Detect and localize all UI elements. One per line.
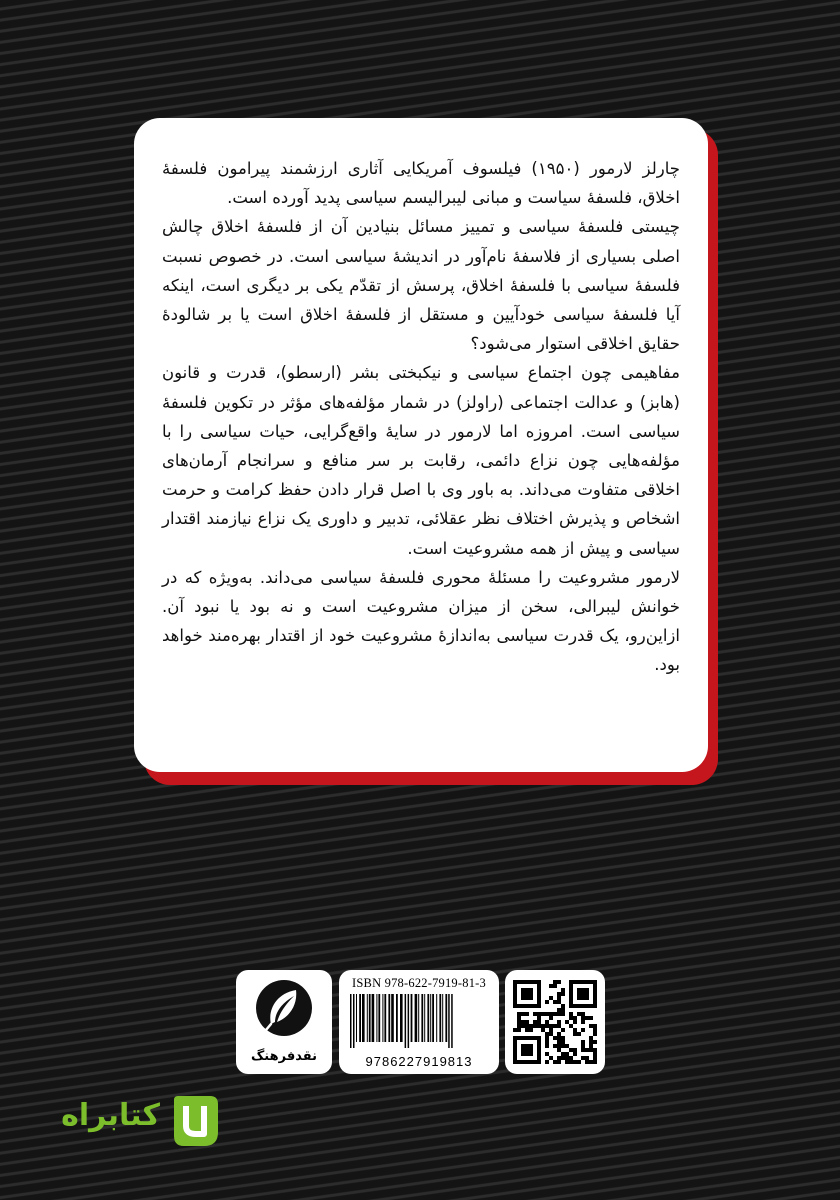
qr-module xyxy=(529,992,533,996)
isbn-label: ISBN 978-622-7919-81-3 xyxy=(352,976,486,990)
qr-module xyxy=(557,1044,561,1048)
barcode-bar xyxy=(362,994,365,1042)
qr-module xyxy=(525,1028,529,1032)
barcode-image xyxy=(348,994,490,1048)
qr-module xyxy=(545,1052,549,1056)
blurb-paragraph-1: چارلز لارمور (۱۹۵۰) فیلسوف آمریکایی آثاری ارزشمند پیرامون فلسفهٔ اخلاق، فلسفهٔ سیاست و مبانی لیبرالیسم سیاسی پدید آورده است. xyxy=(162,159,680,208)
qr-module xyxy=(573,1020,577,1024)
qr-module xyxy=(537,1016,541,1020)
qr-module xyxy=(537,1052,541,1056)
qr-module xyxy=(529,1036,533,1040)
qr-module xyxy=(537,1020,541,1024)
qr-module xyxy=(577,988,581,992)
qr-module xyxy=(549,1032,553,1036)
feather-quill-icon xyxy=(244,978,324,1040)
qr-module xyxy=(593,1004,597,1008)
qr-module xyxy=(513,1028,517,1032)
qr-module xyxy=(529,1048,533,1052)
qr-module xyxy=(521,1020,525,1024)
qr-module xyxy=(557,1060,561,1064)
qr-module xyxy=(561,992,565,996)
qr-module xyxy=(569,984,573,988)
qr-module xyxy=(577,980,581,984)
qr-module xyxy=(573,1004,577,1008)
qr-module xyxy=(533,1024,537,1028)
qr-module xyxy=(541,1024,545,1028)
barcode-bar xyxy=(432,994,434,1042)
qr-module xyxy=(521,1048,525,1052)
qr-module xyxy=(545,1032,549,1036)
qr-module xyxy=(521,1024,525,1028)
qr-module xyxy=(545,1044,549,1048)
barcode-bar xyxy=(418,994,419,1042)
barcode-bar xyxy=(376,994,377,1042)
qr-module xyxy=(577,992,581,996)
qr-module xyxy=(521,988,525,992)
qr-module xyxy=(589,1040,593,1044)
qr-module xyxy=(513,1056,517,1060)
barcode-bar xyxy=(372,994,375,1042)
qr-module xyxy=(557,1020,561,1024)
blurb-paragraph-3: مفاهیمی چون اجتماع سیاسی و نیکبختی بشر (ارسطو)، قدرت و قانون (هابز) و عدالت اجتماعی (راولز) در شمار مؤلفه‌های مؤثر در تکوین فلسفهٔ سیاسی است. امروزه اما لارمور در سایهٔ واقع‌گرایی، حیات سیاسی را با مؤلفه‌هایی چون نزاع دائمی، رقابت بر سر منافع و سرانجام آرمان‌های اخلاقی متفاوت می‌داند. به باور وی با اصل قرار دادن حفظ کرامت و حرمت اشخاص و پذیرش اختلاف نظر عقلائی، تدبیر و داوری یک نزاع نیازمند اقتدار سیاسی و پیش از همه مشروعیت است. xyxy=(162,363,680,558)
qr-module xyxy=(513,996,517,1000)
qr-module xyxy=(517,1012,521,1016)
qr-module xyxy=(561,1028,565,1032)
qr-module xyxy=(577,1004,581,1008)
qr-module xyxy=(573,1060,577,1064)
qr-module xyxy=(553,1024,557,1028)
blurb-paragraph-2: چیستی فلسفهٔ سیاسی و تمییز مسائل بنیادین آن از فلسفهٔ اخلاق چالش اصلی بسیاری از فلاسفهٔ نام‌آور در اندیشهٔ سیاسی است. در خصوص نسبت فلسفهٔ سیاسی با فلسفهٔ اخلاق، پرسش از تقدّم یکی بر دیگری است، اینکه آیا فلسفهٔ سیاسی خودآیین و مستقل از فلسفهٔ اخلاق است یا بر شالودهٔ حقایق اخلاقی استوار می‌شود؟ xyxy=(162,217,680,354)
qr-module xyxy=(561,1052,565,1056)
qr-module xyxy=(533,980,537,984)
qr-module xyxy=(533,1060,537,1064)
qr-module xyxy=(537,980,541,984)
qr-module xyxy=(513,984,517,988)
qr-module xyxy=(537,996,541,1000)
qr-module xyxy=(593,1048,597,1052)
qr-module xyxy=(581,1028,585,1032)
qr-module xyxy=(549,1028,553,1032)
qr-module xyxy=(557,992,561,996)
qr-module xyxy=(573,980,577,984)
qr-module xyxy=(545,1012,549,1016)
qr-module xyxy=(541,1028,545,1032)
qr-module xyxy=(577,1032,581,1036)
qr-module xyxy=(565,1044,569,1048)
barcode-bar xyxy=(405,994,407,1048)
qr-module xyxy=(517,1028,521,1032)
qr-module xyxy=(553,1044,557,1048)
barcode-bar xyxy=(448,994,450,1048)
qr-module xyxy=(537,992,541,996)
qr-module xyxy=(529,1004,533,1008)
barcode-bar xyxy=(367,994,368,1042)
qr-module xyxy=(557,1056,561,1060)
qr-module xyxy=(545,1000,549,1004)
qr-module xyxy=(521,1060,525,1064)
qr-module xyxy=(529,1024,533,1028)
store-watermark-logo xyxy=(32,1088,222,1158)
qr-module xyxy=(525,980,529,984)
qr-module xyxy=(589,980,593,984)
qr-module xyxy=(561,1044,565,1048)
qr-module xyxy=(521,1052,525,1056)
qr-module xyxy=(517,1024,521,1028)
qr-module xyxy=(561,1040,565,1044)
qr-module xyxy=(585,1016,589,1020)
qr-module xyxy=(593,996,597,1000)
qr-module xyxy=(529,1052,533,1056)
qr-module xyxy=(517,980,521,984)
publisher-name: نقدفرهنگ xyxy=(251,1049,317,1064)
qr-module xyxy=(545,1024,549,1028)
barcode-bar xyxy=(427,994,429,1042)
barcode-bar xyxy=(439,994,441,1042)
qr-module xyxy=(537,1044,541,1048)
barcode-bar xyxy=(445,994,447,1042)
qr-module xyxy=(525,1020,529,1024)
qr-module xyxy=(517,1020,521,1024)
qr-module xyxy=(549,984,553,988)
qr-module xyxy=(525,988,529,992)
qr-module xyxy=(585,980,589,984)
qr-module xyxy=(581,1016,585,1020)
qr-module xyxy=(577,996,581,1000)
qr-module xyxy=(561,988,565,992)
qr-module xyxy=(553,1060,557,1064)
qr-module xyxy=(581,1004,585,1008)
qr-module xyxy=(585,1060,589,1064)
qr-module xyxy=(593,992,597,996)
qr-module xyxy=(529,1044,533,1048)
qr-module xyxy=(521,1004,525,1008)
qr-module xyxy=(561,1036,565,1040)
barcode-bar xyxy=(442,994,443,1042)
qr-module xyxy=(581,1056,585,1060)
qr-module xyxy=(553,1012,557,1016)
qr-module xyxy=(549,996,553,1000)
qr-module xyxy=(533,1004,537,1008)
barcode-bar xyxy=(359,994,361,1042)
qr-module xyxy=(557,980,561,984)
qr-module xyxy=(529,1060,533,1064)
qr-module xyxy=(517,1060,521,1064)
qr-module xyxy=(525,1052,529,1056)
qr-module xyxy=(593,1000,597,1004)
qr-module xyxy=(513,992,517,996)
qr-module xyxy=(565,1020,569,1024)
qr-module xyxy=(525,1012,529,1016)
qr-module xyxy=(529,980,533,984)
qr-module xyxy=(525,1060,529,1064)
qr-module xyxy=(513,988,517,992)
qr-module xyxy=(537,1004,541,1008)
qr-module xyxy=(581,1044,585,1048)
qr-module xyxy=(561,1004,565,1008)
qr-module xyxy=(569,992,573,996)
qr-module xyxy=(521,980,525,984)
qr-module xyxy=(565,1056,569,1060)
qr-module xyxy=(561,1008,565,1012)
qr-module xyxy=(557,1024,561,1028)
qr-module xyxy=(537,1012,541,1016)
qr-code-icon xyxy=(513,980,597,1064)
qr-module xyxy=(593,980,597,984)
barcode-bar xyxy=(424,994,425,1042)
qr-module xyxy=(581,980,585,984)
qr-module xyxy=(517,1016,521,1020)
qr-module xyxy=(581,996,585,1000)
barcode-number: 9786227919813 xyxy=(365,1054,473,1069)
barcode-bar xyxy=(350,994,352,1048)
qr-module xyxy=(577,1012,581,1016)
qr-module xyxy=(537,1000,541,1004)
qr-module xyxy=(513,980,517,984)
qr-module xyxy=(513,1004,517,1008)
barcode-bar xyxy=(378,994,380,1042)
qr-module xyxy=(537,1040,541,1044)
qr-module xyxy=(533,1020,537,1024)
qr-module xyxy=(585,1056,589,1060)
barcode-bar xyxy=(421,994,423,1042)
barcode-bar xyxy=(396,994,398,1042)
qr-module xyxy=(585,1048,589,1052)
qr-module xyxy=(549,1016,553,1020)
qr-module xyxy=(569,1016,573,1020)
qr-module xyxy=(513,1036,517,1040)
qr-module xyxy=(569,1000,573,1004)
blurb-paragraph-4: لارمور مشروعیت را مسئلهٔ محوری فلسفهٔ سیاسی می‌داند. به‌ویژه که در خوانش لیبرالی، سخن از میزان مشروعیت است و نه بود یا نبود آن. ازاین‌رو، یک قدرت سیاسی به‌اندازهٔ مشروعیت خود از اقتدار بهره‌مند خواهد بود. xyxy=(162,567,680,675)
qr-module xyxy=(521,1012,525,1016)
qr-module xyxy=(537,988,541,992)
qr-module xyxy=(529,996,533,1000)
qr-module xyxy=(593,1040,597,1044)
qr-module xyxy=(589,1036,593,1040)
qr-module xyxy=(581,1040,585,1044)
qr-module xyxy=(537,984,541,988)
qr-module xyxy=(569,1004,573,1008)
barcode-bar xyxy=(369,994,371,1042)
barcode-bar xyxy=(353,994,355,1048)
qr-module xyxy=(553,1036,557,1040)
qr-module xyxy=(569,1056,573,1060)
barcode-bar xyxy=(408,994,410,1048)
qr-module xyxy=(521,996,525,1000)
qr-module xyxy=(593,1060,597,1064)
qr-module xyxy=(537,1048,541,1052)
qr-module xyxy=(585,996,589,1000)
qr-module xyxy=(521,1036,525,1040)
qr-module xyxy=(581,1048,585,1052)
qr-module xyxy=(513,1044,517,1048)
qr-module xyxy=(529,1028,533,1032)
qr-module xyxy=(533,1036,537,1040)
barcode-bar xyxy=(451,994,453,1048)
qr-module xyxy=(593,1032,597,1036)
qr-module xyxy=(581,988,585,992)
qr-module xyxy=(557,1012,561,1016)
qr-module xyxy=(553,980,557,984)
qr-module xyxy=(513,1000,517,1004)
qr-module xyxy=(589,1016,593,1020)
qr-module xyxy=(593,1052,597,1056)
barcode-bar xyxy=(411,994,413,1042)
qr-module xyxy=(537,1024,541,1028)
qr-module xyxy=(517,1004,521,1008)
qr-module xyxy=(569,996,573,1000)
qr-module xyxy=(573,1052,577,1056)
qr-module xyxy=(549,1012,553,1016)
qr-module xyxy=(525,1024,529,1028)
qr-module xyxy=(569,1024,573,1028)
qr-code-panel xyxy=(505,970,605,1074)
qr-module xyxy=(557,1048,561,1052)
qr-module xyxy=(553,1000,557,1004)
barcode-bar xyxy=(384,994,386,1042)
qr-module xyxy=(517,1036,521,1040)
qr-module xyxy=(581,1020,585,1024)
isbn-barcode-panel xyxy=(339,970,499,1074)
qr-module xyxy=(525,1036,529,1040)
qr-module xyxy=(565,1060,569,1064)
qr-module xyxy=(537,1056,541,1060)
qr-module xyxy=(589,1060,593,1064)
publisher-logo-panel xyxy=(236,970,332,1074)
qr-module xyxy=(569,1048,573,1052)
qr-module xyxy=(545,1060,549,1064)
qr-module xyxy=(585,1004,589,1008)
qr-module xyxy=(525,992,529,996)
qr-module xyxy=(593,1024,597,1028)
barcode-bar xyxy=(388,994,390,1042)
barcode-bar xyxy=(400,994,403,1042)
qr-module xyxy=(541,1012,545,1016)
qr-module xyxy=(557,1000,561,1004)
qr-module xyxy=(525,1044,529,1048)
qr-module xyxy=(589,1048,593,1052)
qr-module xyxy=(589,1024,593,1028)
qr-module xyxy=(545,1040,549,1044)
qr-module xyxy=(513,1052,517,1056)
qr-module xyxy=(521,1044,525,1048)
qr-module xyxy=(513,1060,517,1064)
qr-module xyxy=(569,980,573,984)
qr-module xyxy=(573,1048,577,1052)
qr-module xyxy=(525,1004,529,1008)
qr-module xyxy=(565,1052,569,1056)
qr-module xyxy=(569,1012,573,1016)
qr-module xyxy=(589,1044,593,1048)
qr-module xyxy=(593,1056,597,1060)
qr-module xyxy=(561,1056,565,1060)
qr-module xyxy=(593,988,597,992)
barcode-bar xyxy=(382,994,383,1042)
qr-module xyxy=(557,1036,561,1040)
qr-module xyxy=(537,1060,541,1064)
qr-module xyxy=(513,1040,517,1044)
qr-module xyxy=(557,996,561,1000)
qr-module xyxy=(569,988,573,992)
barcode-bar xyxy=(430,994,431,1042)
qr-module xyxy=(573,1016,577,1020)
qr-module xyxy=(573,1032,577,1036)
qr-module xyxy=(577,1060,581,1064)
qr-module xyxy=(585,992,589,996)
qr-module xyxy=(589,1004,593,1008)
store-name: کتابراه xyxy=(61,1098,160,1133)
qr-module xyxy=(593,1028,597,1032)
qr-module xyxy=(525,996,529,1000)
qr-module xyxy=(545,1036,549,1040)
qr-module xyxy=(529,988,533,992)
barcode-bar xyxy=(415,994,418,1042)
qr-module xyxy=(549,1056,553,1060)
back-cover-text-card xyxy=(134,118,708,772)
qr-module xyxy=(573,1028,577,1032)
ketabrah-logo-icon xyxy=(170,1092,222,1150)
qr-module xyxy=(557,1008,561,1012)
qr-module xyxy=(581,1012,585,1016)
qr-module xyxy=(549,1024,553,1028)
qr-module xyxy=(525,1048,529,1052)
qr-module xyxy=(521,992,525,996)
qr-module xyxy=(593,984,597,988)
qr-module xyxy=(569,1060,573,1064)
qr-module xyxy=(557,1040,561,1044)
barcode-bar xyxy=(436,994,437,1042)
qr-module xyxy=(581,992,585,996)
qr-module xyxy=(513,1048,517,1052)
qr-module xyxy=(537,1036,541,1040)
qr-module xyxy=(557,1032,561,1036)
barcode-bar xyxy=(356,994,357,1042)
qr-module xyxy=(533,1012,537,1016)
qr-module xyxy=(553,984,557,988)
barcode-bar xyxy=(391,994,394,1042)
qr-module xyxy=(585,988,589,992)
qr-module xyxy=(545,1020,549,1024)
qr-module xyxy=(561,1012,565,1016)
